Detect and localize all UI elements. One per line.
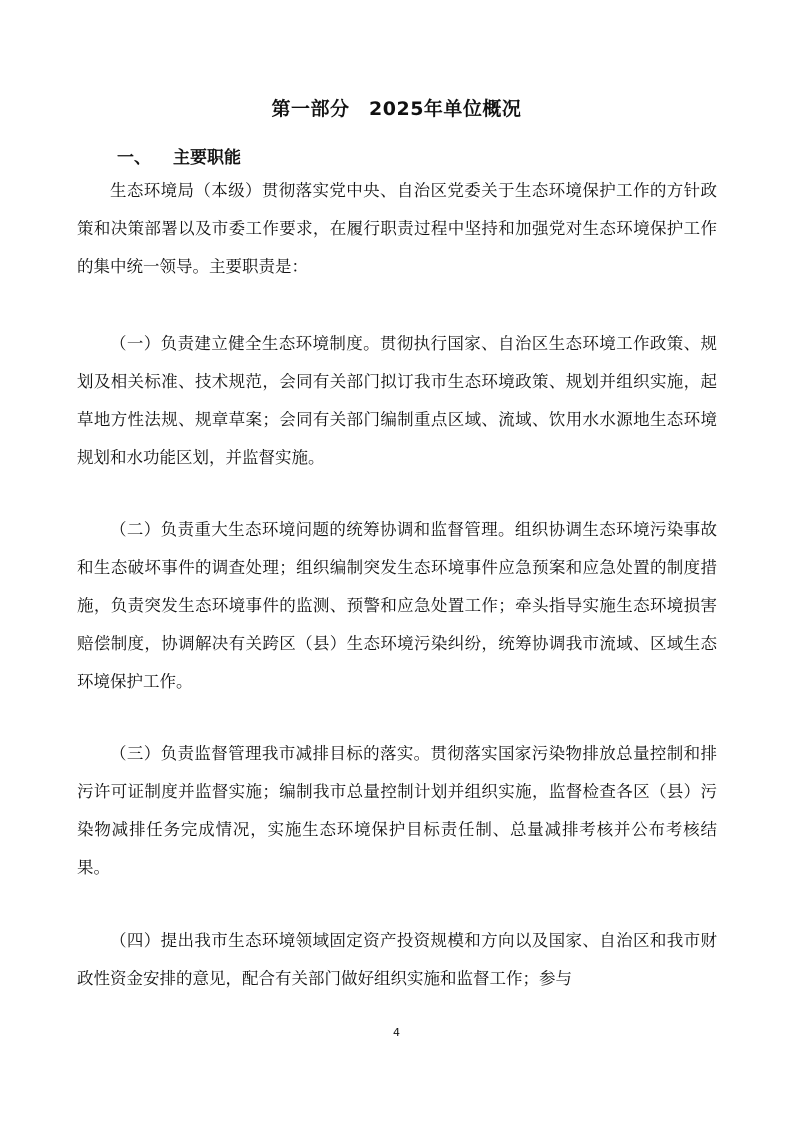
duty-paragraph-3: （三）负责监督管理我市减排目标的落实。贯彻落实国家污染物排放总量控制和排污许可证制度并监督实施；编制我市总量控制计划并组织实施，监督检查各区（县）污染物减排任务完成情况，实施生态环境保护目标责任制、总量减排考核并公布考核结果。 — [77, 744, 717, 877]
duty-paragraph-2: （二）负责重大生态环境问题的统筹协调和监督管理。组织协调生态环境污染事故和生态破坏事件的调查处理；组织编制突发生态环境事件应急预案和应急处置的制度措施，负责突发生态环境事件的监测、预警和应急处置工作；牵头指导实施生态环境损害赔偿制度，协调解决有关跨区（县）生态环境污染纠纷，统筹协调我市流域、区域生态环境保护工作。 — [77, 520, 717, 691]
duty-paragraph-1: （一）负责建立健全生态环境制度。贯彻执行国家、自治区生态环境工作政策、规划及相关标准、技术规范，会同有关部门拟订我市生态环境政策、规划并组织实施，起草地方性法规、规章草案；会同有关部门编制重点区域、流域、饮用水水源地生态环境规划和水功能区划，并监督实施。 — [77, 334, 717, 467]
section-heading — [117, 145, 241, 171]
page-number: 4 — [393, 1026, 400, 1039]
page-title: 第一部分 2025年单位概况 — [271, 98, 522, 120]
section-heading-text: 主要职能 — [173, 148, 241, 168]
section-number: 一、 — [117, 148, 151, 168]
duty-paragraph-4: （四）提出我市生态环境领域固定资产投资规模和方向以及国家、自治区和我市财政性资金安排的意见，配合有关部门做好组织实施和监督工作；参与 — [77, 931, 717, 988]
intro-paragraph: 生态环境局（本级）贯彻落实党中央、自治区党委关于生态环境保护工作的方针政策和决策部署以及市委工作要求，在履行职责过程中坚持和加强党对生态环境保护工作的集中统一领导。主要职责是： — [77, 181, 717, 276]
